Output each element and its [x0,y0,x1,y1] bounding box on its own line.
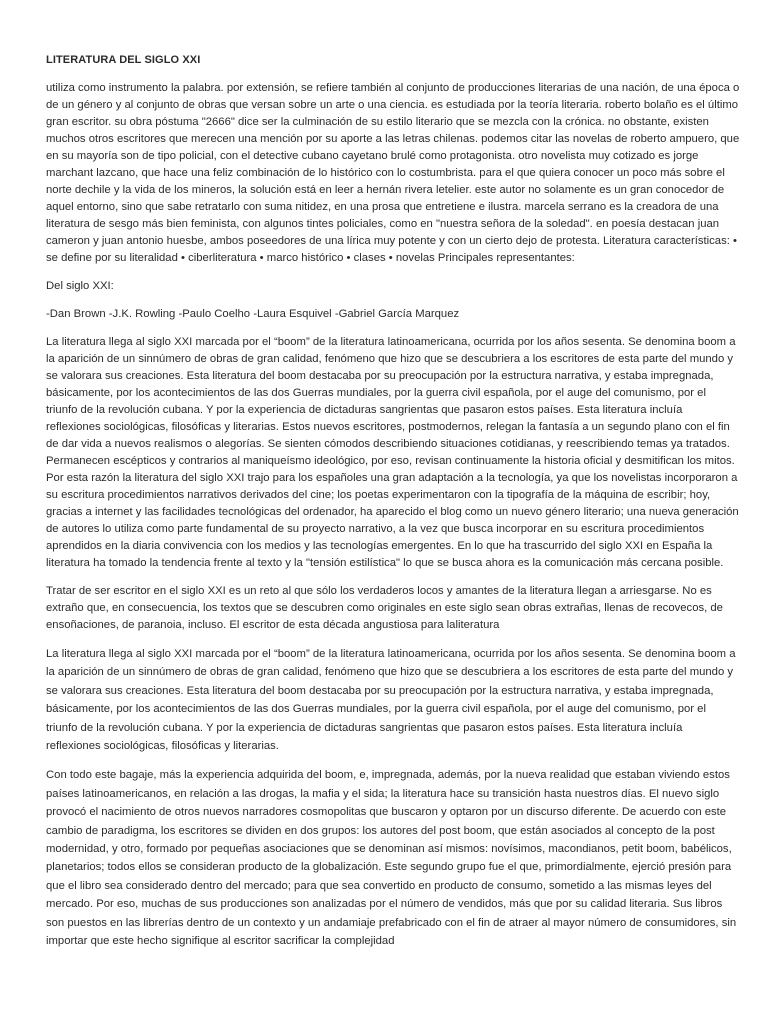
paragraph-intro: utiliza como instrumento la palabra. por extensión, se refiere también al conjunto de producciones literarias de una nación, de una época o de un género y al conjunto de obras que versan sobre un arte o una ciencia. es estudiada por la teoría literaria. roberto bolaño es el último gran escritor. su obra póstuma "2666" dice ser la culminación de su estilo literario que se mezcla con la crónica. no obstante, existen muchos otros escritores que merecen una mención por su aporte a las letras chilenas. podemos citar las novelas de roberto ampuero, que en su mayoría son de tipo policial, con el detective cubano cayetano brulé como protagonista. otro novelista muy cotizado es jorge marchant lazcano, que hace una feliz combinación de lo histórico con lo costumbrista. para el que quiera conocer un poco más sobre el norte dechile y la vida de los mineros, la solución está en leer a hernán rivera letelier. este autor no solamente es un gran conocedor de aquel entorno, sino que sabe retratarlo con suma nitidez, en una prosa que entretiene e ilustra. marcela serrano es la creadora de una literatura de sesgo más bien feminista, con algunos tintes policiales, como en "nuestra señora de la soledad". en poesía destacan juan cameron y juan antonio huesbe, ambos poseedores de una lírica muy potente y con un cierto dejo de protesta. Literatura características: • se define por su literalidad • ciberliteratura • marco histórico • clases • novelas Principales representantes: [46,82,740,264]
paragraph-bagaje: Con todo este bagaje, más la experiencia adquirida del boom, e, impregnada, además, por la nueva realidad que estaban viviendo estos países latinoamericanos, en relación a las drogas, la mafia y el sida; la literatura hace su transición hasta nuestros días. El nuevo siglo provocó el nacimiento de otros nuevos narradores cosmopolitas que buscaron y optaron por un discurso diferente. De acuerdo con este cambio de paradigma, los escritores se dividen en dos grupos: los autores del post boom, que están asociados al concepto de la post modernidad, y otro, formado por pequeñas asociaciones que se denominan así mismos: novísimos, macondianos, petit boom, babélicos, planetarios; todos ellos se consideran producto de la globalización. Este segundo grupo fue el que, primordialmente, ejerció presión para que el libro sea considerado dentro del mercado; para que sea convertido en producto de consumo, sometido a las mismas leyes del mercado. Por eso, muchas de sus producciones son analizadas por el número de vendidos, más que por su calidad literaria. Sus libros son puestos en las librerías dentro de un contexto y un andamiaje prefabricado con el fin de atraer al mayor número de consumidores, sin importar que este hecho signifique al escritor sacrificar la complejidad [46,769,737,948]
paragraph-escritor: Tratar de ser escritor en el siglo XXI es un reto al que sólo los verdaderos locos y amantes de la literatura llegan a arriesgarse. No es extraño que, en consecuencia, los textos que se descubren como originales en este siglo sean obras extrañas, llenas de recovecos, de ensoñaciones, de paranoia, incluso. El escritor de esta década angustiosa para laliteratura [46,585,723,631]
document-title: LITERATURA DEL SIGLO XXI [46,54,201,66]
paragraph-del-siglo: Del siglo XXI: [46,280,114,292]
paragraph-authors: -Dan Brown -J.K. Rowling -Paulo Coelho -Laura Esquivel -Gabriel García Marquez [46,308,460,320]
paragraph-boom-repeat: La literatura llega al siglo XXI marcada por el “boom” de la literatura latinoamericana, ocurrida por los años sesenta. Se denomina boom a la aparición de un sinnúmero de obras de gran calidad, fenómeno que hizo que se descubriera a los escritores de esta parte del mundo y se valorara sus creaciones. Esta literatura del boom destacaba por su preocupación por la estructura narrativa, y estaba impregnada, básicamente, por los acontecimientos de las dos Guerras mundiales, por la guerra civil española, por el auge del comunismo, por el triunfo de la revolución cubana. Y por la experiencia de dictaduras sangrientas que pasaron estos países. Esta literatura incluía reflexiones sociológicas, filosóficas y literarias. [46,648,736,753]
paragraph-boom: La literatura llega al siglo XXI marcada por el “boom” de la literatura latinoamericana, ocurrida por los años sesenta. Se denomina boom a la aparición de un sinnúmero de obras de gran calidad, fenómeno que hizo que se descubriera a los escritores de esta parte del mundo y se valorara sus creaciones. Esta literatura del boom destacaba por su preocupación por la estructura narrativa, y estaba impregnada, básicamente, por los acontecimientos de las dos Guerras mundiales, por la guerra civil española, por el auge del comunismo, por el triunfo de la revolución cubana. Y por la experiencia de dictaduras sangrientas que pasaron estos países. Esta literatura incluía reflexiones sociológicas, filosóficas y literarias. Estos nuevos escritores, postmodernos, relegan la fantasía a un segundo plano con el fin de dar vida a nuevos realismos o alegorías. Se sienten cómodos describiendo situaciones cotidianas, y reescribiendo temas ya tratados. Permanecen escépticos y contrarios al maniqueísmo ideológico, por eso, revisan continuamente la historia oficial y desmitifican los mitos. Por esta razón la literatura del siglo XXI trajo para los españoles una gran adaptación a la tecnología, ya que los novelistas incorporaron a su escritura procedimientos narrativos derivados del cine; los poetas experimentaron con la tipografía de la máquina de escribir; hoy, gracias a internet y las facilidades tecnológicas del ordenador, ha aparecido el blog como un nuevo género literario; una nueva generación de autores lo utiliza como parte fundamental de su proyecto narrativo, a la vez que busca incorporar en su escritura procedimientos aprendidos en la diaria convivencia con los medios y las tecnologías emergentes. En lo que ha trascurrido del siglo XXI en España la literatura ha tomado la tendencia frente al texto y la "tensión estilística" lo que se busca ahora es la comunicación más cercana posible. [46,336,739,569]
